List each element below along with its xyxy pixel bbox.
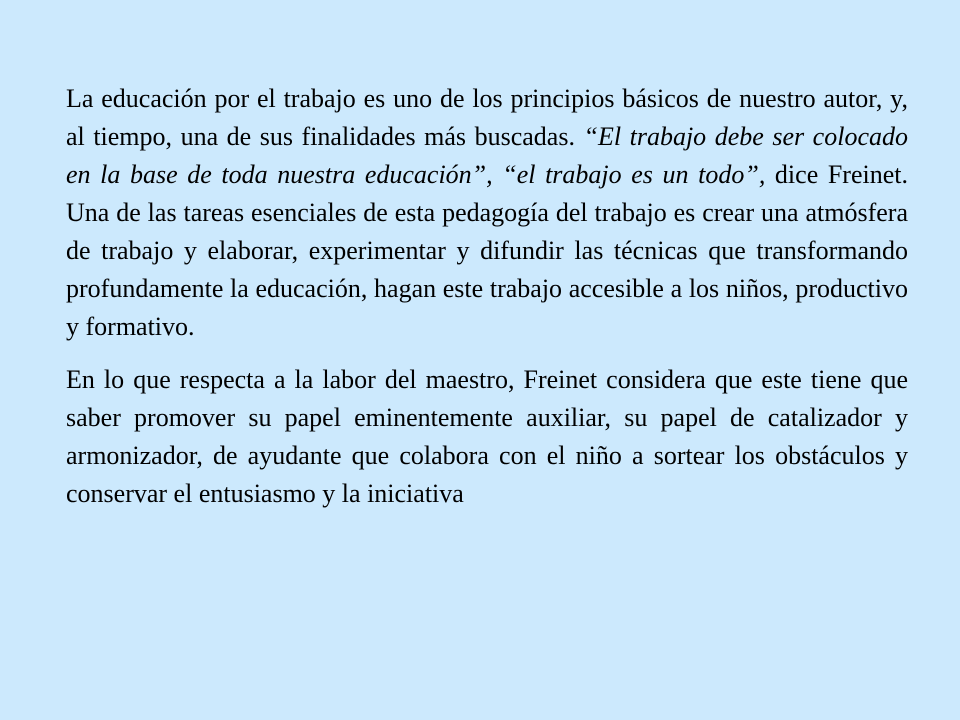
paragraph1-rest: dice Freinet. Una de las tareas esenciales de esta pedagogía del trabajo es crear una atmósfera de trabajo y elaborar, experimentar y difundir las técnicas que transformando profundamente la educación, hagan este trabajo accesible a los niños, productivo y formativo. — [66, 160, 908, 341]
paragraph2-text: En lo que respecta a la labor del maestro, Freinet considera que este tiene que saber promover su papel eminentemente auxiliar, su papel de catalizador y armonizador, de ayudante que colabora con el niño a sortear los obstáculos y conservar el entusiasmo y la iniciativa — [66, 365, 908, 508]
quote-work-base: “El trabajo debe ser colocado en la base de toda nuestra educación”, — [66, 122, 908, 189]
paragraph-work-education — [66, 80, 908, 346]
paragraph-teacher-role — [66, 361, 908, 513]
text-block — [66, 80, 908, 513]
quote-work-whole: “el trabajo es un todo”, — [502, 160, 766, 189]
paragraph1-intro: La educación por el trabajo es uno de los principios básicos de nuestro autor, y, al tiempo, una de sus finalidades más buscadas. — [66, 84, 908, 151]
